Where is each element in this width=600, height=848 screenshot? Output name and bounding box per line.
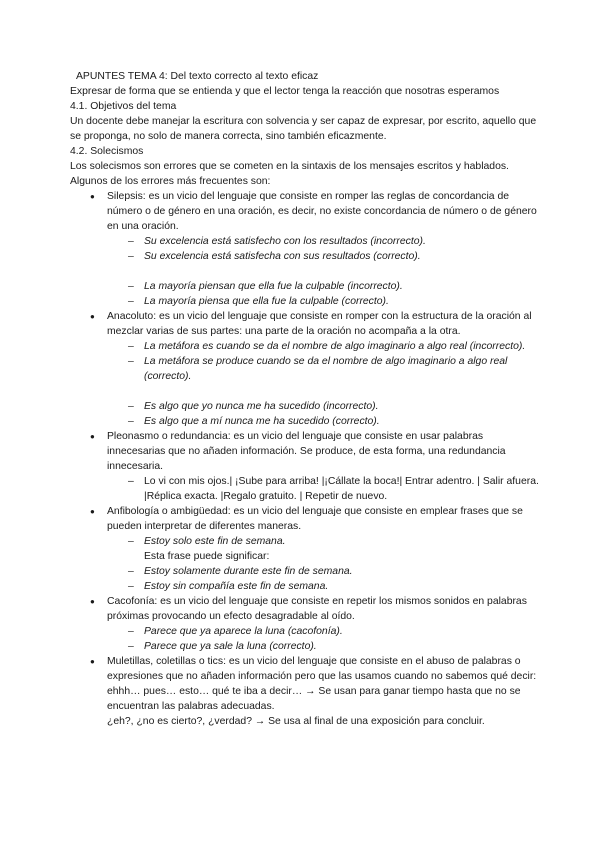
anfibologia-note: Esta frase puede significar: (144, 551, 270, 562)
anacoluto-examples-2 (107, 399, 540, 429)
silepsis-definition: ● Silepsis: es un vicio del lenguaje que consiste en romper las reglas de concordancia de número o de género en una oración, es decir, no existe concordancia de número o de género en una oración. (107, 191, 537, 232)
anacoluto-examples (107, 339, 540, 384)
silepsis-examples-2 (107, 279, 540, 309)
example-item: – La mayoría piensa que ella fue la culpable (correcto). (107, 294, 540, 309)
anfibologia-examples-2 (107, 564, 540, 594)
muletillas-line-2: ¿eh?, ¿no es cierto?, ¿verdad? → Se usa al final de una exposición para concluir. (107, 716, 485, 727)
silepsis-examples (107, 234, 540, 264)
cacofonia-definition: ● Cacofonía: es un vicio del lenguaje que consiste en repetir los mismos sonidos en palabras próximas provocando un efecto desagradable al oído. (107, 596, 527, 622)
example-item: – La metáfora es cuando se da el nombre de algo imaginario a algo real (incorrecto). (107, 339, 540, 354)
list-item-muletillas (70, 654, 540, 729)
list-item-cacofonia (70, 594, 540, 654)
spacer (107, 264, 540, 279)
anfibologia-examples (107, 534, 540, 549)
example-item: – Es algo que yo nunca me ha sucedido (incorrecto). (107, 399, 540, 414)
example-item: – Parece que ya sale la luna (correcto). (107, 639, 540, 654)
document-title: APUNTES TEMA 4: Del texto correcto al texto eficaz (76, 71, 319, 82)
example-item: – La mayoría piensan que ella fue la culpable (incorrecto). (107, 279, 540, 294)
section-heading-objetivos: 4.1. Objetivos del tema (70, 101, 177, 112)
anacoluto-definition: ● Anacoluto: es un vicio del lenguaje que consiste en romper con la estructura de la oración al mezclar varias de sus partes: una parte de la oración no acompaña a la otra. (107, 311, 532, 337)
pleonasmo-examples (107, 474, 540, 504)
example-item: – Su excelencia está satisfecha con sus resultados (correcto). (107, 249, 540, 264)
muletillas-definition: ● Muletillas, coletillas o tics: es un vicio del lenguaje que consiste en el abuso de palabras o expresiones que no añaden información pero que las usamos cuando no sabemos qué decir: (107, 656, 537, 682)
example-item: – Lo vi con mis ojos.| ¡Sube para arriba! |¡Cállate la boca!| Entrar adentro. | Salir afuera. |Réplica exacta. |Regalo gratuito. | Repetir de nuevo. (107, 474, 540, 504)
example-item: – Estoy solo este fin de semana. (107, 534, 540, 549)
objetivos-paragraph: Un docente debe manejar la escritura con solvencia y ser capaz de expresar, por escrito, aquello que se proponga, no solo de manera correcta, sino también eficazmente. (70, 116, 537, 142)
solecismos-paragraph: Los solecismos son errores que se cometen en la sintaxis de los mensajes escritos y hablados. Algunos de los errores más frecuentes son: (70, 161, 509, 187)
spacer (107, 384, 540, 399)
muletillas-line-1: ehhh… pues… esto… qué te iba a decir… → Se usan para ganar tiempo hasta que no se encuentran las palabras adecuadas. (107, 686, 521, 712)
document-body (70, 69, 540, 729)
list-item-anfibologia (70, 504, 540, 594)
example-item: – Estoy sin compañía este fin de semana. (107, 579, 540, 594)
solecismos-list (70, 189, 540, 729)
section-heading-solecismos: 4.2. Solecismos (70, 146, 144, 157)
list-item-anacoluto (70, 309, 540, 429)
cacofonia-examples (107, 624, 540, 654)
example-item: – Es algo que a mí nunca me ha sucedido (correcto). (107, 414, 540, 429)
example-item: – Parece que ya aparece la luna (cacofonía). (107, 624, 540, 639)
pleonasmo-definition: ● Pleonasmo o redundancia: es un vicio del lenguaje que consiste en usar palabras innecesarias que no añaden información. Se produce, de esta forma, una redundancia innecesaria. (107, 431, 506, 472)
list-item-silepsis (70, 189, 540, 309)
example-item: – Su excelencia está satisfecho con los resultados (incorrecto). (107, 234, 540, 249)
example-item: – La metáfora se produce cuando se da el nombre de algo imaginario a algo real (correcto). (107, 354, 540, 384)
example-item: – Estoy solamente durante este fin de semana. (107, 564, 540, 579)
list-item-pleonasmo (70, 429, 540, 504)
anfibologia-definition: ● Anfibología o ambigüedad: es un vicio del lenguaje que consiste en emplear frases que se pueden interpretar de diferentes maneras. (107, 506, 523, 532)
intro-paragraph: Expresar de forma que se entienda y que el lector tenga la reacción que nosotras esperamos (70, 86, 500, 97)
